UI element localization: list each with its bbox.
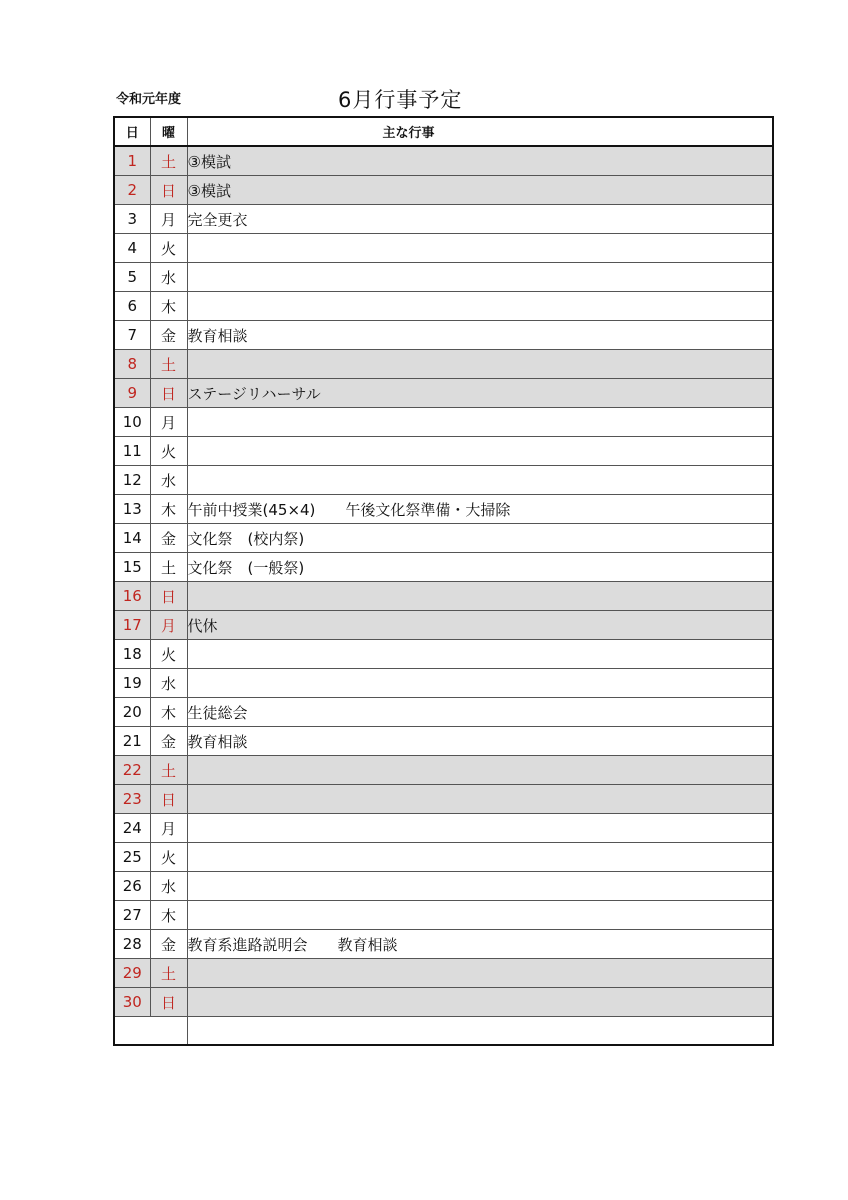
blank-cell-left bbox=[114, 1017, 187, 1046]
table-row bbox=[114, 379, 773, 408]
day-cell: 7 bbox=[114, 321, 150, 350]
event-cell bbox=[187, 582, 773, 611]
day-cell: 3 bbox=[114, 205, 150, 234]
event-cell: 文化祭 (一般祭) bbox=[187, 553, 773, 582]
day-cell: 13 bbox=[114, 495, 150, 524]
table-row bbox=[114, 698, 773, 727]
day-cell: 16 bbox=[114, 582, 150, 611]
weekday-cell: 木 bbox=[150, 292, 187, 321]
blank-cell-right bbox=[187, 1017, 773, 1046]
table-row bbox=[114, 611, 773, 640]
day-cell: 4 bbox=[114, 234, 150, 263]
event-cell: 教育系進路説明会 教育相談 bbox=[187, 930, 773, 959]
table-row bbox=[114, 234, 773, 263]
day-cell: 9 bbox=[114, 379, 150, 408]
weekday-cell: 火 bbox=[150, 843, 187, 872]
table-row bbox=[114, 756, 773, 785]
event-cell bbox=[187, 872, 773, 901]
weekday-cell: 水 bbox=[150, 669, 187, 698]
table-row bbox=[114, 321, 773, 350]
day-cell: 12 bbox=[114, 466, 150, 495]
table-row bbox=[114, 640, 773, 669]
column-header-weekday: 曜 bbox=[150, 117, 187, 146]
event-schedule-table bbox=[113, 116, 774, 1046]
table-header-row bbox=[114, 117, 773, 146]
table-row bbox=[114, 495, 773, 524]
day-cell: 25 bbox=[114, 843, 150, 872]
table-row bbox=[114, 727, 773, 756]
weekday-cell: 日 bbox=[150, 379, 187, 408]
day-cell: 28 bbox=[114, 930, 150, 959]
day-cell: 15 bbox=[114, 553, 150, 582]
weekday-cell: 土 bbox=[150, 146, 187, 176]
table-row bbox=[114, 408, 773, 437]
event-cell: 教育相談 bbox=[187, 727, 773, 756]
event-cell: 文化祭 (校内祭) bbox=[187, 524, 773, 553]
weekday-cell: 月 bbox=[150, 408, 187, 437]
event-cell bbox=[187, 814, 773, 843]
weekday-cell: 木 bbox=[150, 698, 187, 727]
day-cell: 10 bbox=[114, 408, 150, 437]
table-row bbox=[114, 988, 773, 1017]
blank-row bbox=[114, 1017, 773, 1046]
day-cell: 19 bbox=[114, 669, 150, 698]
event-cell bbox=[187, 959, 773, 988]
event-cell bbox=[187, 640, 773, 669]
day-cell: 22 bbox=[114, 756, 150, 785]
event-cell: 午前中授業(45×4) 午後文化祭準備・大掃除 bbox=[187, 495, 773, 524]
table-row bbox=[114, 553, 773, 582]
day-cell: 24 bbox=[114, 814, 150, 843]
fiscal-year-label: 令和元年度 bbox=[116, 92, 182, 107]
schedule-body bbox=[114, 146, 773, 1017]
event-cell bbox=[187, 669, 773, 698]
weekday-cell: 木 bbox=[150, 901, 187, 930]
table-row bbox=[114, 437, 773, 466]
weekday-cell: 日 bbox=[150, 582, 187, 611]
weekday-cell: 月 bbox=[150, 814, 187, 843]
weekday-cell: 日 bbox=[150, 988, 187, 1017]
weekday-cell: 金 bbox=[150, 727, 187, 756]
day-cell: 11 bbox=[114, 437, 150, 466]
table-row bbox=[114, 350, 773, 379]
day-cell: 30 bbox=[114, 988, 150, 1017]
event-cell: ③模試 bbox=[187, 146, 773, 176]
day-cell: 6 bbox=[114, 292, 150, 321]
event-cell: 代休 bbox=[187, 611, 773, 640]
table-row bbox=[114, 466, 773, 495]
weekday-cell: 日 bbox=[150, 176, 187, 205]
day-cell: 17 bbox=[114, 611, 150, 640]
column-header-day: 日 bbox=[114, 117, 150, 146]
event-cell bbox=[187, 350, 773, 379]
table-row bbox=[114, 901, 773, 930]
event-cell bbox=[187, 901, 773, 930]
table-row bbox=[114, 814, 773, 843]
weekday-cell: 金 bbox=[150, 524, 187, 553]
weekday-cell: 木 bbox=[150, 495, 187, 524]
weekday-cell: 火 bbox=[150, 234, 187, 263]
event-cell bbox=[187, 234, 773, 263]
event-cell bbox=[187, 263, 773, 292]
table-row bbox=[114, 669, 773, 698]
day-cell: 20 bbox=[114, 698, 150, 727]
weekday-cell: 土 bbox=[150, 959, 187, 988]
table-row bbox=[114, 785, 773, 814]
weekday-cell: 月 bbox=[150, 205, 187, 234]
table-row bbox=[114, 524, 773, 553]
day-cell: 14 bbox=[114, 524, 150, 553]
table-row bbox=[114, 843, 773, 872]
table-row bbox=[114, 959, 773, 988]
day-cell: 29 bbox=[114, 959, 150, 988]
weekday-cell: 金 bbox=[150, 321, 187, 350]
table-row bbox=[114, 146, 773, 176]
page-title: 6月行事予定 bbox=[338, 88, 463, 112]
event-cell: 教育相談 bbox=[187, 321, 773, 350]
table-row bbox=[114, 205, 773, 234]
event-cell: ③模試 bbox=[187, 176, 773, 205]
day-cell: 23 bbox=[114, 785, 150, 814]
weekday-cell: 土 bbox=[150, 756, 187, 785]
weekday-cell: 水 bbox=[150, 872, 187, 901]
weekday-cell: 月 bbox=[150, 611, 187, 640]
table-row bbox=[114, 872, 773, 901]
table-row bbox=[114, 582, 773, 611]
event-cell bbox=[187, 756, 773, 785]
table-row bbox=[114, 930, 773, 959]
day-cell: 26 bbox=[114, 872, 150, 901]
day-cell: 8 bbox=[114, 350, 150, 379]
table-row bbox=[114, 292, 773, 321]
weekday-cell: 土 bbox=[150, 553, 187, 582]
table-row bbox=[114, 176, 773, 205]
weekday-cell: 火 bbox=[150, 437, 187, 466]
day-cell: 21 bbox=[114, 727, 150, 756]
weekday-cell: 水 bbox=[150, 263, 187, 292]
day-cell: 1 bbox=[114, 146, 150, 176]
event-cell bbox=[187, 292, 773, 321]
weekday-cell: 火 bbox=[150, 640, 187, 669]
event-cell bbox=[187, 466, 773, 495]
event-cell: 生徒総会 bbox=[187, 698, 773, 727]
event-cell bbox=[187, 988, 773, 1017]
event-cell bbox=[187, 843, 773, 872]
weekday-cell: 金 bbox=[150, 930, 187, 959]
day-cell: 18 bbox=[114, 640, 150, 669]
weekday-cell: 日 bbox=[150, 785, 187, 814]
event-cell bbox=[187, 785, 773, 814]
event-cell: ステージリハーサル bbox=[187, 379, 773, 408]
event-cell bbox=[187, 437, 773, 466]
table-row bbox=[114, 263, 773, 292]
day-cell: 27 bbox=[114, 901, 150, 930]
day-cell: 2 bbox=[114, 176, 150, 205]
event-cell bbox=[187, 408, 773, 437]
event-cell: 完全更衣 bbox=[187, 205, 773, 234]
day-cell: 5 bbox=[114, 263, 150, 292]
weekday-cell: 土 bbox=[150, 350, 187, 379]
weekday-cell: 水 bbox=[150, 466, 187, 495]
column-header-event: 主な行事 bbox=[187, 117, 773, 146]
